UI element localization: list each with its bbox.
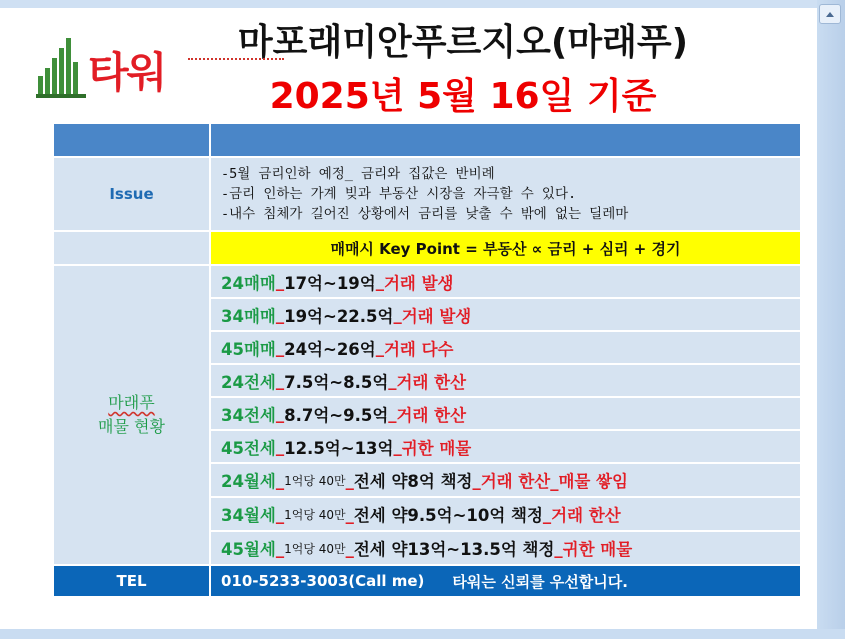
tel-content-cell (211, 566, 802, 598)
key-point-text: 매매시 Key Point = 부동산 ∝ 금리 + 심리 + 경기 (330, 239, 681, 258)
tel-label-cell (54, 566, 211, 598)
listing-row: 45매매 _ 24억~26억 _ 거래 다수 (211, 332, 802, 365)
issue-line: -5월 금리인하 예정_ 금리와 집값은 반비례 (221, 166, 495, 182)
page-title: 마포래미안푸르지오(마래푸) (237, 22, 689, 63)
listing-type: 24전세 (221, 372, 276, 392)
listing-type: 24월세 (221, 472, 276, 491)
listing-status: 거래 발생 (401, 306, 472, 326)
listing-type: 45월세 (221, 540, 276, 559)
listing-type: 34매매 (221, 306, 276, 326)
listing-row: 24매매 _ 17억~19억 _ 거래 발생 (211, 266, 802, 299)
issue-row (54, 158, 802, 232)
logo-text: 타워 (88, 48, 166, 97)
listing-price: 24억~26억 (284, 339, 376, 359)
issue-line: -금리 인하는 가계 빚과 부동산 시장을 자극할 수 있다. (221, 186, 577, 202)
window-scrollbar[interactable] (817, 0, 845, 639)
bar-graph-logo-icon (36, 32, 92, 100)
listing-type: 45매매 (221, 339, 276, 359)
listing-status: 거래 한산_매물 쌓임 (480, 472, 628, 491)
market-label-cell (54, 266, 211, 566)
table-header-row (54, 124, 802, 158)
listing-row: 34전세 _ 8.7억~9.5억 _ 거래 한산 (211, 398, 802, 431)
listing-status: 거래 한산 (396, 405, 467, 425)
listing-deposit: 전세 약9.5억~10억 책정 (353, 506, 543, 525)
listing-type: 24매매 (221, 273, 276, 293)
tel-number[interactable]: 010-5233-3003(Call me) (221, 572, 425, 590)
date-subtitle: 2025년 5월 16일 기준 (269, 76, 657, 117)
listing-note: 1억당 40만 (284, 473, 346, 488)
monthly-listing-row: 34월세 _ 1억당 40만 _ 전세 약9.5억~10억 책정 _ 거래 한산 (211, 498, 802, 532)
slide-canvas (8, 8, 817, 629)
key-point-cell (211, 232, 802, 266)
listing-row: 45전세 _ 12.5억~13억 _ 귀한 매물 (211, 431, 802, 464)
scroll-up-arrow-icon[interactable] (819, 4, 841, 24)
market-label-line1: 마래푸 (108, 393, 155, 412)
tel-row (54, 566, 802, 598)
issue-content-cell (211, 158, 802, 232)
listing-status: 거래 발생 (383, 273, 454, 293)
listing-status: 거래 한산 (396, 372, 467, 392)
listing-row: 34매매 _ 19억~22.5억 _ 거래 발생 (211, 299, 802, 332)
listing-row: 24전세 _ 7.5억~8.5억 _ 거래 한산 (211, 365, 802, 398)
listing-note: 1억당 40만 (284, 541, 346, 556)
header-cell-left (54, 124, 211, 158)
key-point-row (54, 232, 802, 266)
issue-line: -내수 침체가 길어진 상황에서 금리를 낮출 수 밖에 없는 딜레마 (221, 206, 629, 222)
monthly-listing-row: 24월세 _ 1억당 40만 _ 전세 약8억 책정 _ 거래 한산_매물 쌓임 (211, 464, 802, 498)
listing-type: 34전세 (221, 405, 276, 425)
listing-note: 1억당 40만 (284, 507, 346, 522)
monthly-listing-row: 45월세 _ 1억당 40만 _ 전세 약13억~13.5억 책정 _ 귀한 매물 (211, 532, 802, 566)
tel-label: TEL (116, 572, 147, 590)
listing-type: 45전세 (221, 438, 276, 458)
issue-label-cell (54, 158, 211, 232)
issue-label: Issue (109, 185, 154, 203)
header-cell-right (211, 124, 802, 158)
listing-deposit: 전세 약13억~13.5억 책정 (353, 540, 555, 559)
market-label-line2: 매물 현황 (98, 417, 165, 436)
listing-type: 34월세 (221, 506, 276, 525)
key-point-label-cell (54, 232, 211, 266)
listing-status: 거래 다수 (383, 339, 454, 359)
tel-slogan: 타워는 신뢰를 우선합니다. (452, 572, 628, 591)
market-label (98, 391, 165, 439)
listing-price: 7.5억~8.5억 (284, 372, 389, 392)
listing-status: 귀한 매물 (562, 540, 633, 559)
window-top-border (0, 0, 845, 8)
listing-price: 19억~22.5억 (284, 306, 394, 326)
listing-price: 12.5억~13억 (284, 438, 394, 458)
tower-logo (36, 32, 180, 102)
window-bottom-border (0, 629, 845, 639)
listing-price: 8.7억~9.5억 (284, 405, 389, 425)
listing-status: 거래 한산 (551, 506, 621, 525)
listing-price: 17억~19억 (284, 273, 376, 293)
listing-status: 귀한 매물 (401, 438, 472, 458)
listing-deposit: 전세 약8억 책정 (353, 472, 473, 491)
spellcheck-underline (188, 58, 284, 60)
